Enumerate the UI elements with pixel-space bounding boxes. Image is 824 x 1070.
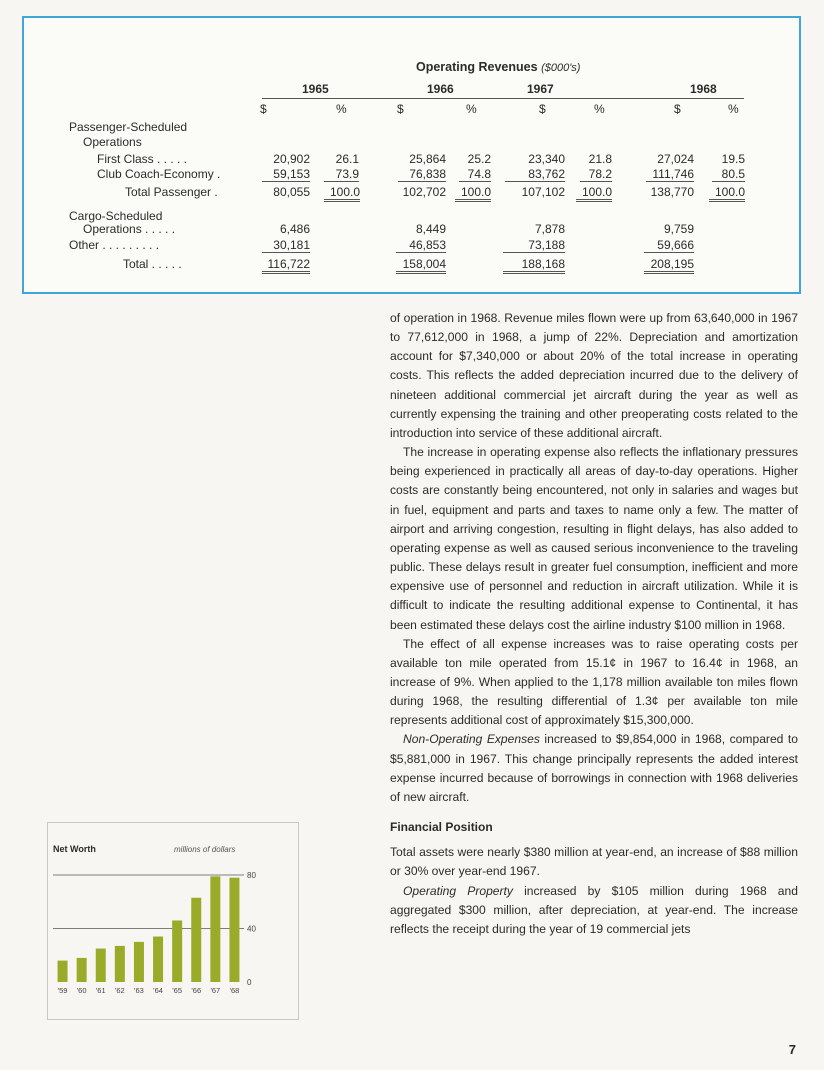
cell-value: 21.8 (588, 152, 612, 166)
bar (191, 898, 201, 982)
x-tick-label: '68 (229, 986, 240, 995)
paragraph: of operation in 1968. Revenue miles flown were up from 63,640,000 in 1967 to 77,612,000 in 1968, a jump of 22%. Depreciation and amortization account for $7,340,000 or about 20% of the total increase in operating costs. This reflects the added depreciation incurred due to the delivery of nineteen additional commercial jet aircraft during the year as well as currently expensing the training and other preoperating costs related to the introduction into service of these additional aircraft. (390, 311, 798, 440)
cell-value: 158,004 (396, 257, 446, 274)
cell-value: 116,722 (262, 257, 310, 274)
col-dollar: $ (397, 102, 404, 116)
cell-value: 27,024 (657, 152, 694, 166)
bar (153, 937, 163, 982)
cell-value: 26.1 (335, 152, 359, 166)
cell-value: 111,746 (646, 167, 694, 182)
cell-value: 188,168 (503, 257, 565, 274)
operating-revenues-table (22, 16, 801, 294)
label-total: Total . . . . . (123, 257, 182, 271)
x-tick-label: '65 (172, 986, 183, 995)
cell-value: 59,666 (644, 238, 694, 253)
chart-canvas (48, 823, 300, 1021)
y-tick-label: 40 (247, 924, 256, 934)
year-1966: 1966 (427, 82, 454, 96)
cell-value: 76,838 (398, 167, 446, 182)
x-tick-label: '64 (153, 986, 163, 995)
cell-value: 25.2 (467, 152, 491, 166)
col-dollar: $ (674, 102, 681, 116)
table-title: Operating Revenues ($000's) (416, 60, 581, 74)
section-heading: Financial Position (390, 820, 493, 835)
cell-value: 73,188 (503, 238, 565, 253)
label-total-passenger: Total Passenger . (125, 185, 218, 199)
col-pct: % (594, 102, 605, 116)
cell-value: 8,449 (415, 222, 446, 236)
cell-value: 83,762 (505, 167, 565, 182)
cell-value: 208,195 (644, 257, 694, 274)
chart-subtitle: millions of dollars (174, 845, 236, 854)
year-1965: 1965 (302, 82, 329, 96)
paragraph: Operating Property increased by $105 million during 1968 and aggregated $300 million, after depreciation, at year-end. The increase reflects the receipt during the year of 19 commercial jets (390, 883, 798, 936)
x-tick-label: '62 (114, 986, 125, 995)
bar (210, 876, 220, 982)
col-pct: % (336, 102, 347, 116)
col-pct: % (728, 102, 739, 116)
italic-term: Operating Property (403, 883, 513, 898)
cell-value: 19.5 (721, 152, 745, 166)
body-text-column (390, 309, 798, 939)
cell-value: 138,770 (650, 185, 694, 199)
cell-value: 100.0 (324, 185, 360, 202)
bar (172, 920, 182, 982)
cell-value: 102,702 (402, 185, 446, 199)
cell-value: 100.0 (455, 185, 491, 202)
col-pct: % (466, 102, 477, 116)
label-first-class: First Class . . . . . (97, 152, 188, 166)
cell-value: 78.2 (580, 167, 612, 182)
label-coach: Club Coach-Economy . (97, 167, 221, 181)
col-dollar: $ (539, 102, 546, 116)
cell-value: 80,055 (273, 185, 310, 199)
italic-term: Non-Operating Expenses (403, 732, 540, 747)
bar (96, 949, 106, 982)
label-cargo-operations: Operations . . . . . (83, 222, 176, 236)
year-1968: 1968 (690, 82, 717, 96)
cell-value: 80.5 (712, 167, 745, 182)
cell-value: 30,181 (262, 238, 310, 253)
bar (134, 942, 144, 982)
y-tick-label: 0 (247, 978, 252, 987)
label-other: Other . . . . . . . . . (69, 238, 160, 252)
bar (229, 878, 239, 982)
y-tick-label: 80 (247, 871, 256, 880)
paragraph: Non-Operating Expenses increased to $9,854,000 in 1968, compared to $5,881,000 in 1967. This change principally represents the added interest expense incurred because of borrowings in connection with 1968 deliveries of new aircraft. (390, 732, 798, 804)
bar (77, 958, 87, 982)
x-tick-label: '59 (57, 986, 68, 995)
cell-value: 59,153 (262, 167, 310, 182)
cell-value: 25,864 (409, 152, 446, 166)
cell-value: 23,340 (528, 152, 565, 166)
paragraph: Total assets were nearly $380 million at year-end, an increase of $88 million or 30% over year-end 1967. (390, 845, 798, 879)
x-tick-label: '66 (191, 986, 202, 995)
cell-value: 100.0 (576, 185, 612, 202)
x-tick-label: '60 (76, 986, 87, 995)
paragraph: The increase in operating expense also reflects the inflationary pressures being experienced in practically all areas of day-to-day operations. Higher costs are constantly being encountered, not only in salaries and wages but in fuel, equipment and parts and taxes to name only a few. The matter of airport and arriving congestion, resulting in flight delays, has also added to operating expense as well as caused serious inconvenience to the traveling public. These delays result in greater fuel consumption, inefficient and more expensive use of personnel and reduction in aircraft utilization. While it is difficult to indicate the resulting additional expense to Continental, it has been estimated these delays cost the airline industry $100 million in 1968. (390, 445, 798, 632)
col-dollar: $ (260, 102, 267, 116)
cell-value: 100.0 (709, 185, 745, 202)
label-cargo-sched: Cargo-Scheduled (69, 209, 163, 223)
bar (115, 946, 125, 982)
cell-value: 20,902 (273, 152, 310, 166)
year-1967: 1967 (527, 82, 554, 96)
cell-value: 73.9 (324, 167, 359, 182)
cell-value: 9,759 (663, 222, 694, 236)
x-tick-label: '61 (95, 986, 106, 995)
page-number: 7 (788, 1042, 796, 1057)
label-pax-operations: Operations (83, 135, 142, 149)
cell-value: 46,853 (396, 238, 446, 253)
cell-value: 7,878 (534, 222, 565, 236)
net-worth-chart (47, 822, 299, 1020)
bar (58, 961, 68, 982)
cell-value: 6,486 (279, 222, 310, 236)
x-tick-label: '67 (210, 986, 221, 995)
cell-value: 107,102 (521, 185, 565, 199)
label-pax-sched: Passenger-Scheduled (69, 120, 188, 134)
cell-value: 74.8 (459, 167, 491, 182)
header-rule (262, 98, 744, 99)
x-tick-label: '63 (134, 986, 144, 995)
paragraph: The effect of all expense increases was to raise operating costs per available ton mile operated from 15.1¢ in 1967 to 16.4¢ in 1968, an increase of 9%. When applied to the 1,178 million available ton miles flown during 1968, the resulting differential of 1.3¢ per available ton mile represents additional cost of approximately $15,300,000. (390, 636, 798, 728)
chart-title: Net Worth (53, 844, 96, 854)
